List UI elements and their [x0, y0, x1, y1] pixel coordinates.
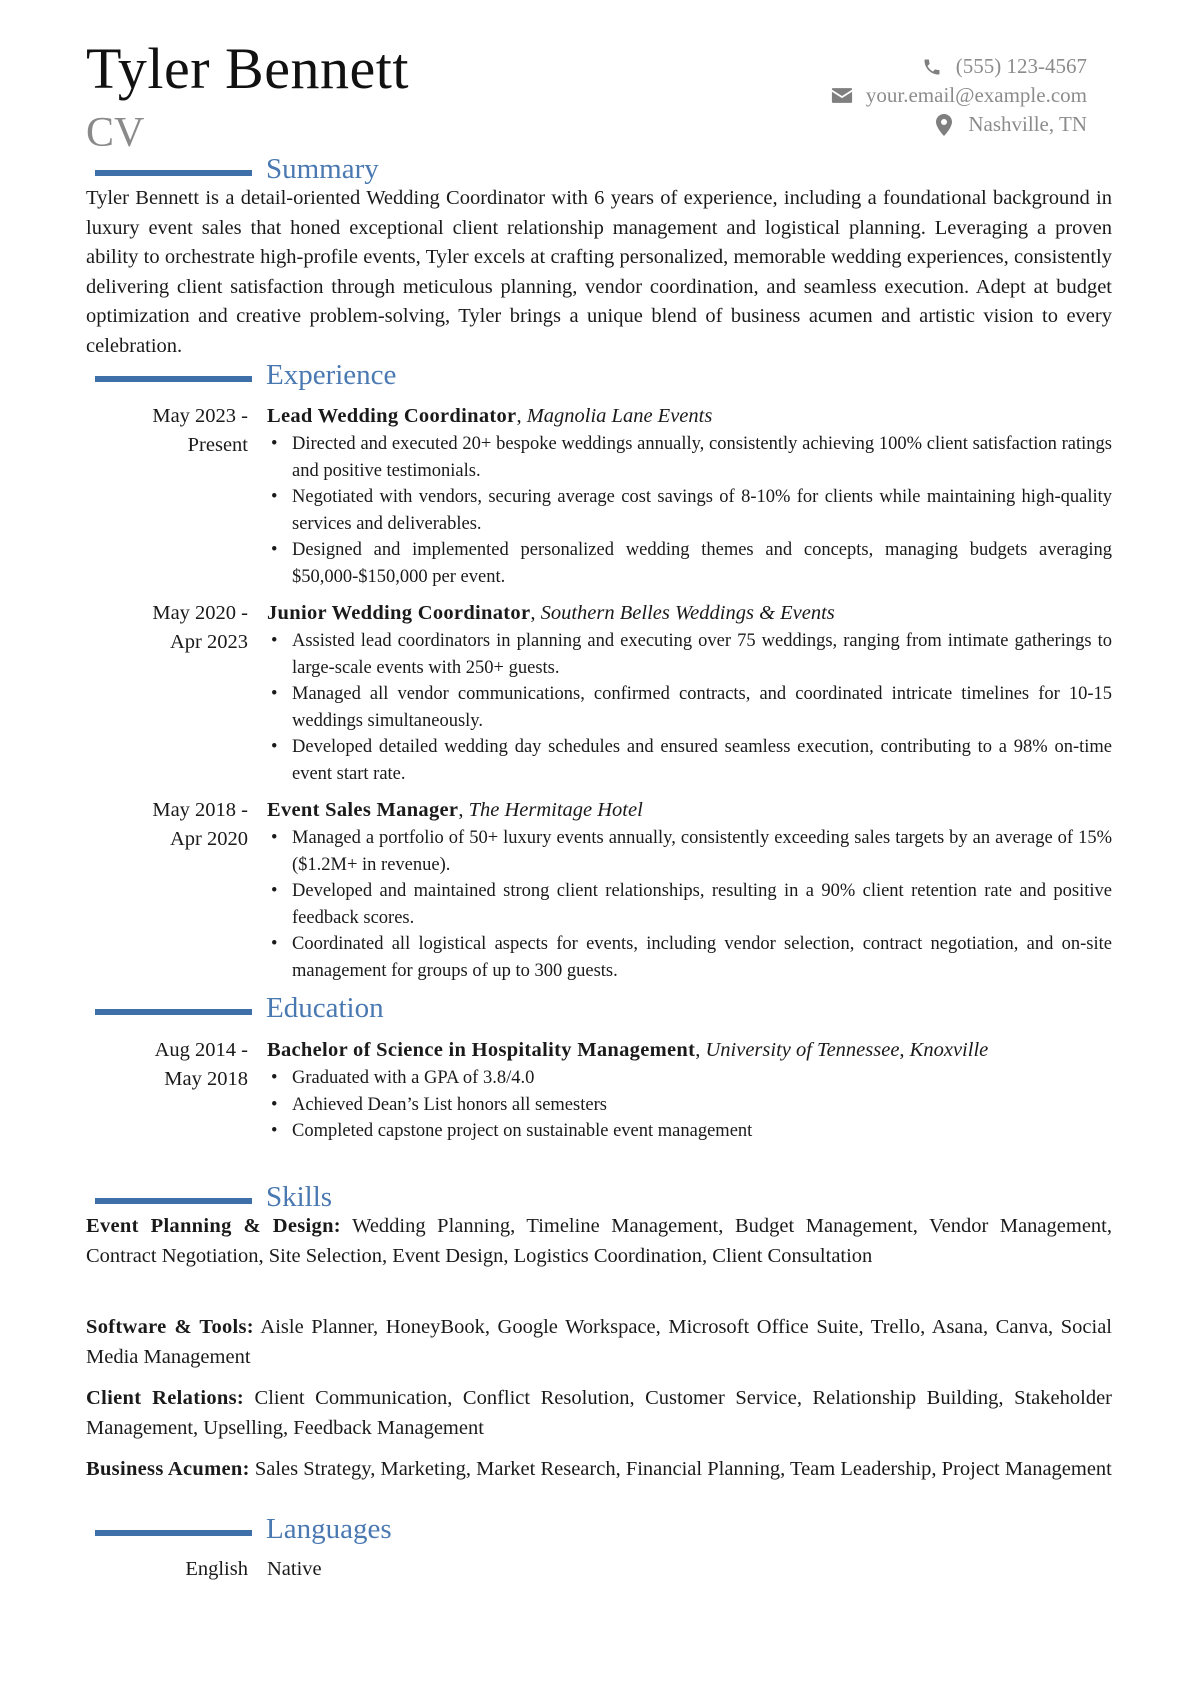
- employer: Southern Belles Weddings & Events: [540, 602, 835, 624]
- degree: Bachelor of Science in Hospitality Management: [267, 1039, 696, 1061]
- skill-group-items: Sales Strategy, Marketing, Market Research, Financial Planning, Team Leadership, Project Management: [254, 1458, 1112, 1480]
- section-accent-bar: [95, 170, 252, 176]
- skill-group: [86, 1455, 1112, 1485]
- entry-headline: Event Sales Manager, The Hermitage Hotel: [267, 799, 643, 821]
- skill-group: [86, 1212, 1112, 1271]
- entry-body: [267, 402, 1112, 590]
- section-title: Summary: [266, 153, 379, 185]
- skill-group: [86, 1313, 1112, 1372]
- bullet-list: [267, 825, 1112, 984]
- date-end: Apr 2020: [169, 828, 248, 850]
- list-item: • Negotiated with vendors, securing average cost savings of 8-10% for clients while maintaining high-quality services and deliverables.: [267, 484, 1112, 537]
- list-item: • Managed a portfolio of 50+ luxury events annually, consistently exceeding sales targets by an average of 15% ($1.2M+ in revenue).: [267, 825, 1112, 878]
- date-end: Apr 2023: [169, 631, 248, 653]
- language-row: [86, 1555, 686, 1585]
- date-start: May 2020 -: [152, 602, 248, 624]
- entry-body: [267, 599, 1112, 787]
- entry-dates: [86, 1036, 248, 1094]
- skill-group-label: Client Relations:: [86, 1387, 244, 1409]
- list-item: • Completed capstone project on sustainable event management: [267, 1118, 1112, 1145]
- location-text: Nashville, TN: [968, 112, 1087, 136]
- section-accent-bar: [95, 1198, 252, 1204]
- entry-headline: Junior Wedding Coordinator, Southern Belles Weddings & Events: [267, 602, 835, 624]
- skill-group: [86, 1384, 1112, 1443]
- map-pin-icon: [932, 114, 956, 136]
- section-languages-heading: [95, 1513, 1095, 1548]
- list-item: • Designed and implemented personalized wedding themes and concepts, managing budgets averaging $50,000-$150,000 per event.: [267, 537, 1112, 590]
- job-title: Lead Wedding Coordinator: [267, 405, 517, 427]
- list-item: • Managed all vendor communications, confirmed contracts, and coordinated intricate timelines for 10-15 weddings simultaneously.: [267, 681, 1112, 734]
- email-text: your.email@example.com: [865, 83, 1087, 107]
- skill-group-label: Event Planning & Design:: [86, 1215, 341, 1237]
- summary-text: Tyler Bennett is a detail-oriented Wedding Coordinator with 6 years of experience, including a foundational background in luxury event sales that honed exceptional client relationship management and logistical planning. Leveraging a proven ability to orchestrate high-profile events, Tyler excels at crafting personalized, memorable wedding experiences, consistently delivering client satisfaction through meticulous planning, vendor coordination, and seamless execution. Adept at budget optimization and creative problem-solving, Tyler brings a unique blend of business acumen and artistic vision to every celebration.: [86, 187, 1112, 357]
- date-start: Aug 2014 -: [154, 1039, 248, 1061]
- list-item: • Achieved Dean’s List honors all semesters: [267, 1092, 1112, 1119]
- list-item: • Developed and maintained strong client relationships, resulting in a 90% client retention rate and positive feedback scores.: [267, 878, 1112, 931]
- skill-group-label: Business Acumen:: [86, 1458, 250, 1480]
- school: University of Tennessee, Knoxville: [705, 1039, 989, 1061]
- date-end: May 2018: [164, 1068, 248, 1090]
- skill-group-items: Aisle Planner, HoneyBook, Google Workspace, Microsoft Office Suite, Trello, Asana, Canva, Social Media Management: [86, 1316, 1112, 1368]
- skill-group-items: Client Communication, Conflict Resolution, Customer Service, Relationship Building, Stakeholder Management, Upselling, Feedback Management: [86, 1387, 1112, 1439]
- bullet-list: [267, 431, 1112, 590]
- section-accent-bar: [95, 1530, 252, 1536]
- candidate-name: Tyler Bennett: [86, 36, 409, 101]
- entry-dates: [86, 796, 248, 854]
- phone-icon: [920, 56, 944, 78]
- section-title: Languages: [266, 1513, 392, 1545]
- date-start: May 2023 -: [152, 405, 248, 427]
- section-title: Experience: [266, 359, 397, 391]
- entry-body: [267, 796, 1112, 984]
- document-subtitle: CV: [86, 110, 145, 156]
- list-item: • Directed and executed 20+ bespoke weddings annually, consistently achieving 100% client satisfaction ratings and positive testimonials.: [267, 431, 1112, 484]
- entry-body: [267, 1036, 1112, 1145]
- entry-headline: Lead Wedding Coordinator, Magnolia Lane Events: [267, 405, 713, 427]
- list-item: • Assisted lead coordinators in planning and executing over 75 weddings, ranging from intimate gatherings to large-scale events with 250+ guests.: [267, 628, 1112, 681]
- contact-block: [830, 52, 1087, 139]
- skill-group-label: Software & Tools:: [86, 1316, 254, 1338]
- employer: The Hermitage Hotel: [468, 799, 643, 821]
- date-start: May 2018 -: [152, 799, 248, 821]
- language-level: Native: [267, 1558, 322, 1580]
- language-name: English: [185, 1558, 248, 1580]
- contact-email[interactable]: [830, 81, 1087, 110]
- section-title: Education: [266, 992, 384, 1024]
- contact-phone[interactable]: [830, 52, 1087, 81]
- job-title: Event Sales Manager: [267, 799, 459, 821]
- section-accent-bar: [95, 1009, 252, 1015]
- employer: Magnolia Lane Events: [526, 405, 713, 427]
- list-item: • Coordinated all logistical aspects for events, including vendor selection, contract negotiation, and on-site management for groups of up to 300 guests.: [267, 931, 1112, 984]
- date-end: Present: [187, 434, 248, 456]
- bullet-list: [267, 1065, 1112, 1145]
- list-item: • Developed detailed wedding day schedules and ensured seamless execution, contributing to a 98% on-time event start rate.: [267, 734, 1112, 787]
- section-accent-bar: [95, 376, 252, 382]
- entry-dates: [86, 402, 248, 460]
- section-education-heading: [95, 992, 1095, 1027]
- entry-dates: [86, 599, 248, 657]
- envelope-icon: [830, 85, 854, 107]
- section-title: Skills: [266, 1181, 333, 1213]
- bullet-list: [267, 628, 1112, 787]
- section-experience-heading: [95, 359, 1095, 394]
- contact-location: [830, 110, 1087, 139]
- list-item: • Graduated with a GPA of 3.8/4.0: [267, 1065, 1112, 1092]
- phone-text: (555) 123-4567: [955, 54, 1087, 78]
- entry-headline: Bachelor of Science in Hospitality Management, University of Tennessee, Knoxville: [267, 1039, 989, 1061]
- job-title: Junior Wedding Coordinator: [267, 602, 531, 624]
- skill-group-items: Wedding Planning, Timeline Management, Budget Management, Vendor Management, Contract Negotiation, Site Selection, Event Design, Logistics Coordination, Client Consultation: [86, 1215, 1112, 1267]
